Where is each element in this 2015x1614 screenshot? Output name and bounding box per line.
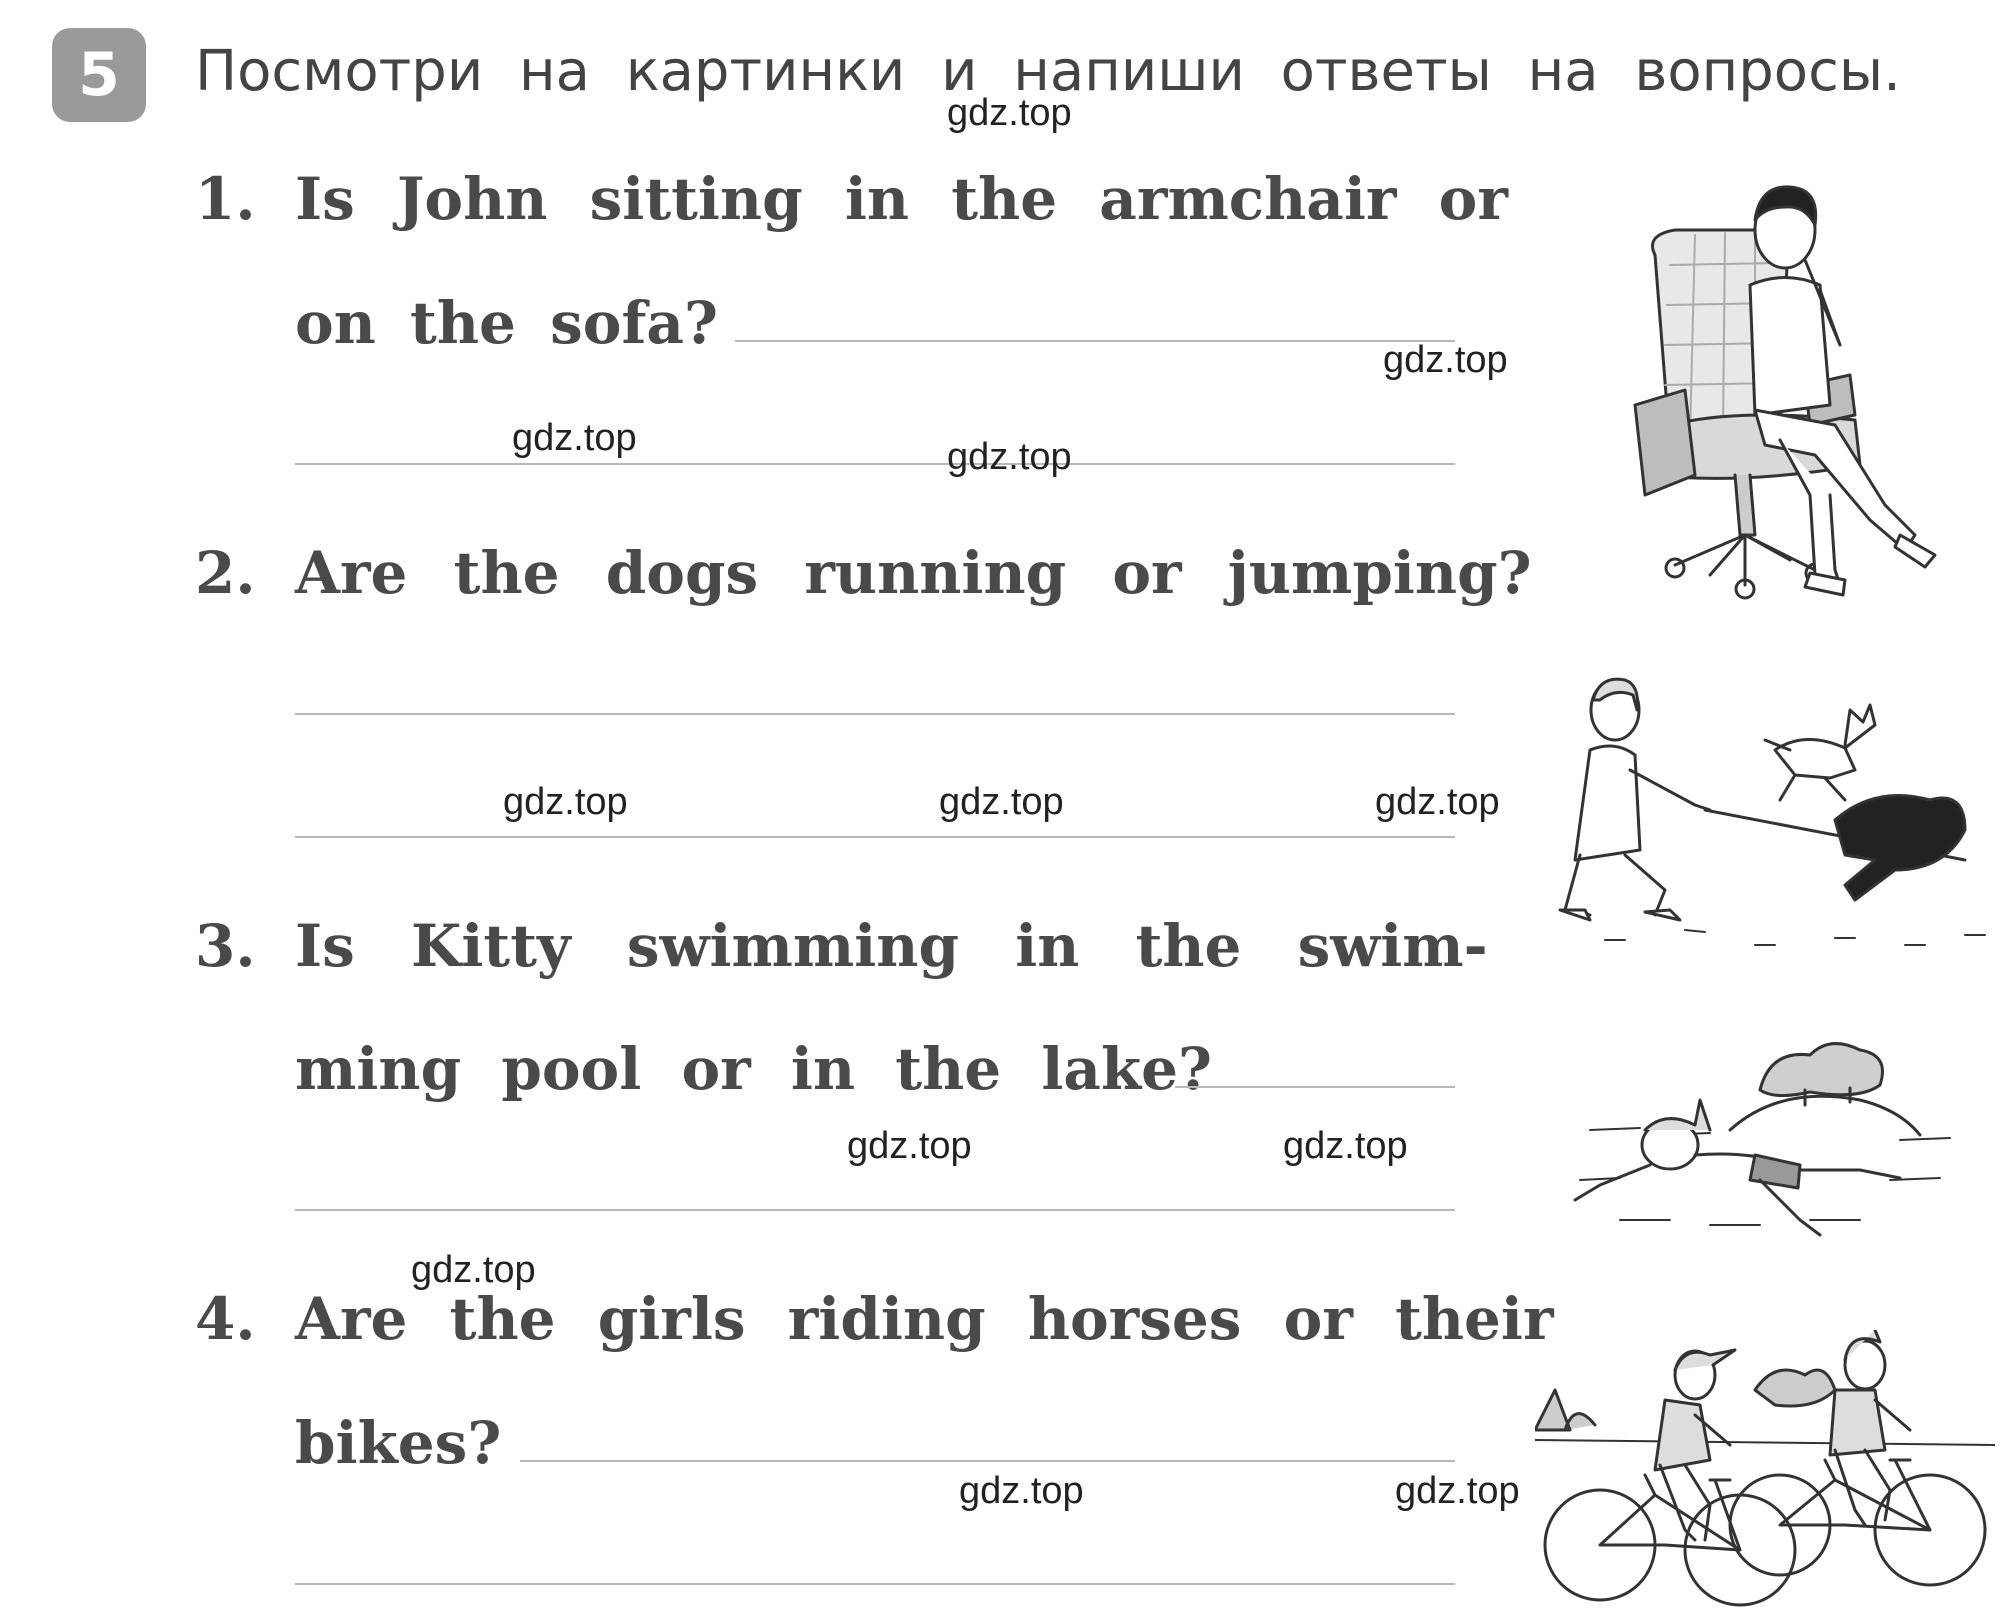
question-3-line-1: Is Kitty swimming in the swim- xyxy=(295,912,1488,980)
answer-line[interactable] xyxy=(295,1209,1455,1211)
question-4-line-1: Are the girls riding horses or their xyxy=(295,1285,1554,1353)
illustration-girl-with-dogs xyxy=(1545,670,2005,960)
watermark: gdz.top xyxy=(1283,1125,1408,1167)
question-number: 3. xyxy=(195,912,256,980)
watermark: gdz.top xyxy=(503,781,628,823)
answer-line[interactable] xyxy=(295,836,1455,838)
watermark: gdz.top xyxy=(847,1125,972,1167)
watermark: gdz.top xyxy=(411,1249,536,1291)
question-number: 1. xyxy=(195,165,256,233)
answer-line[interactable] xyxy=(295,713,1455,715)
answer-line[interactable] xyxy=(1175,1086,1455,1088)
answer-line[interactable] xyxy=(735,340,1455,342)
question-1-line-1: Is John sitting in the armchair or xyxy=(295,165,1508,233)
exercise-number-badge xyxy=(52,28,146,122)
exercise-instruction: Посмотри на картинки и напиши ответы на вопросы. xyxy=(195,39,1901,104)
question-1-line-2: on the sofa? xyxy=(295,289,718,357)
watermark: gdz.top xyxy=(947,92,1072,134)
question-3-line-2: ming pool or in the lake? xyxy=(295,1035,1213,1103)
illustration-man-in-armchair xyxy=(1615,175,1955,625)
answer-line[interactable] xyxy=(295,1583,1455,1585)
question-number: 4. xyxy=(195,1285,256,1353)
answer-line[interactable] xyxy=(295,463,1455,465)
watermark: gdz.top xyxy=(939,781,1064,823)
exercise-number: 5 xyxy=(78,40,120,110)
answer-line[interactable] xyxy=(520,1460,1455,1462)
question-2-line-1: Are the dogs running or jumping? xyxy=(295,539,1532,607)
question-number: 2. xyxy=(195,539,256,607)
question-4-line-2: bikes? xyxy=(295,1409,502,1477)
watermark: gdz.top xyxy=(1375,781,1500,823)
illustration-girl-swimming xyxy=(1560,1030,1960,1240)
watermark: gdz.top xyxy=(512,417,637,459)
watermark: gdz.top xyxy=(959,1470,1084,1512)
illustration-girls-on-bikes xyxy=(1535,1330,1995,1610)
watermark: gdz.top xyxy=(1383,339,1508,381)
watermark: gdz.top xyxy=(1395,1470,1520,1512)
watermark: gdz.top xyxy=(947,436,1072,478)
